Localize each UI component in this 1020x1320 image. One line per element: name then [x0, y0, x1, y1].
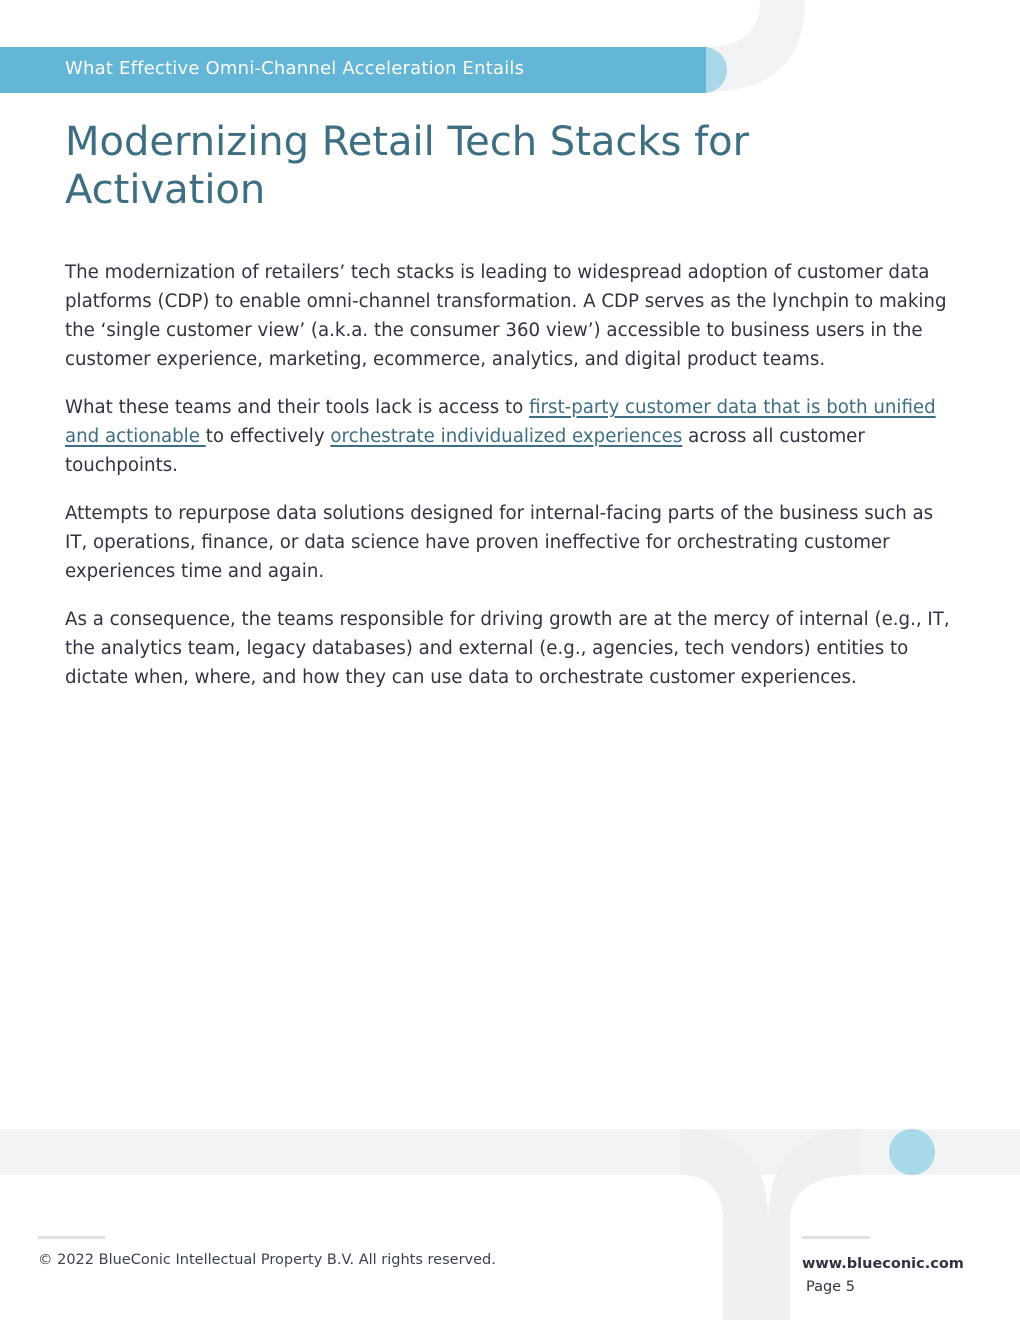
- paragraph-2: [65, 393, 955, 480]
- link-first-party-data[interactable]: first-party customer data that is both unified and actionable: [65, 397, 936, 447]
- paragraph-3: Attempts to repurpose data solutions designed for internal-facing parts of the business such as IT, operations, finance, or data science have proven ineffective for orchestrating customer experiences time and again.: [65, 503, 934, 582]
- footer-band-decoration: [0, 1129, 1020, 1175]
- page-title: Modernizing Retail Tech Stacks for Activation: [65, 119, 750, 213]
- copyright-text: © 2022 BlueConic Intellectual Property B.V. All rights reserved.: [38, 1252, 496, 1268]
- footer-rule-right: [802, 1236, 870, 1239]
- footer-rule-left: [38, 1236, 105, 1239]
- paragraph-4: As a consequence, the teams responsible for driving growth are at the mercy of internal (e.g., IT, the analytics team, legacy databases) and external (e.g., agencies, tech vendors) entities to dictate when, where, and how they can use data to orchestrate customer experiences.: [65, 609, 950, 688]
- footer-circle-decoration: [889, 1129, 935, 1175]
- paragraph-2-text-a: What these teams and their tools lack is access to: [65, 397, 530, 418]
- website-link[interactable]: www.blueconic.com: [802, 1256, 964, 1272]
- section-header: What Effective Omni-Channel Acceleration Entails: [65, 58, 525, 79]
- paragraph-2-text-c: across all customer touchpoints.: [65, 426, 865, 476]
- paragraph-2-text-b: to effectively: [205, 426, 331, 447]
- body-text: [65, 258, 955, 711]
- paragraph-1: The modernization of retailers’ tech stacks is leading to widespread adoption of customer data platforms (CDP) to enable omni-channel transformation. A CDP serves as the lynchpin to making the ‘single customer view’ (a.k.a. the consumer 360 view’) accessible to business users in the customer experience, marketing, ecommerce, analytics, and digital product teams.: [65, 262, 947, 370]
- link-orchestrate-experiences[interactable]: orchestrate individualized experiences: [330, 426, 683, 447]
- page-number: Page 5: [806, 1279, 855, 1295]
